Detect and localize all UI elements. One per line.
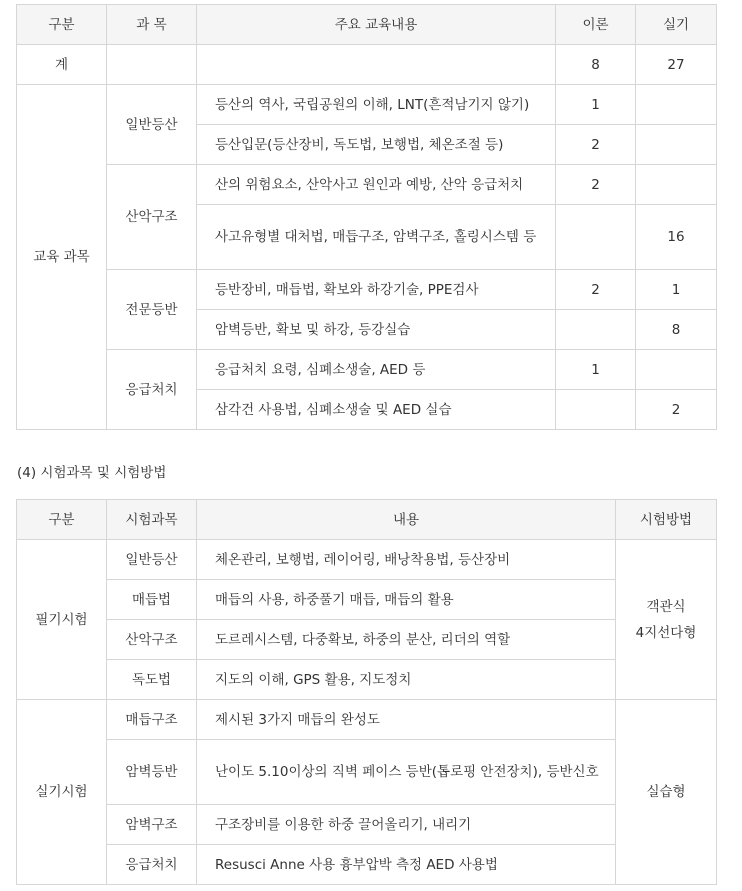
theory-cell: 1 — [556, 350, 636, 390]
table-row — [17, 805, 717, 845]
category-cell: 교육 과목 — [17, 85, 107, 430]
table-row — [17, 165, 717, 205]
subject-cell: 암벽구조 — [107, 805, 197, 845]
content-cell: 등산입문(등산장비, 독도법, 보행법, 체온조절 등) — [197, 125, 556, 165]
total-theory: 8 — [556, 45, 636, 85]
content-cell: 암벽등반, 확보 및 하강, 등강실습 — [197, 310, 556, 350]
practice-cell — [636, 85, 717, 125]
header-practice: 실기 — [636, 5, 717, 45]
theory-cell: 2 — [556, 270, 636, 310]
curriculum-header-row — [17, 5, 717, 45]
content-cell: 매듭의 사용, 하중풀기 매듭, 매듭의 활용 — [197, 580, 616, 620]
header-content: 주요 교육내용 — [197, 5, 556, 45]
subject-cell: 산악구조 — [107, 620, 197, 660]
table-row — [17, 660, 717, 700]
practice-cell — [636, 350, 717, 390]
practice-cell: 2 — [636, 390, 717, 430]
total-row — [17, 45, 717, 85]
method-line: 4지선다형 — [635, 624, 697, 641]
subject-cell: 산악구조 — [107, 165, 197, 270]
exam-table — [16, 499, 717, 885]
practical-exam-method: 실습형 — [616, 700, 717, 885]
header-content: 내용 — [197, 500, 616, 540]
subject-cell: 매듭구조 — [107, 700, 197, 740]
table-row — [17, 540, 717, 580]
content-cell: 체온관리, 보행법, 레이어링, 배낭착용법, 등산장비 — [197, 540, 616, 580]
subject-cell: 매듭법 — [107, 580, 197, 620]
theory-cell — [556, 205, 636, 270]
practice-cell: 8 — [636, 310, 717, 350]
header-exam-subject: 시험과목 — [107, 500, 197, 540]
curriculum-table — [16, 4, 717, 430]
table-row — [17, 845, 717, 885]
subject-cell: 일반등산 — [107, 540, 197, 580]
header-category: 구분 — [17, 500, 107, 540]
table-row — [17, 85, 717, 125]
exam-section-title: (4) 시험과목 및 시험방법 — [17, 465, 167, 481]
theory-cell: 1 — [556, 85, 636, 125]
header-subject: 과 목 — [107, 5, 197, 45]
subject-cell: 일반등산 — [107, 85, 197, 165]
content-cell: 삼각건 사용법, 심폐소생술 및 AED 실습 — [197, 390, 556, 430]
content-cell: 사고유형별 대처법, 매듭구조, 암벽구조, 홀링시스템 등 — [197, 205, 556, 270]
content-cell: 등산의 역사, 국립공원의 이해, LNT(흔적남기지 않기) — [197, 85, 556, 125]
practice-cell: 16 — [636, 205, 717, 270]
table-row — [17, 270, 717, 310]
total-practice: 27 — [636, 45, 717, 85]
total-label: 계 — [17, 45, 107, 85]
table-row — [17, 350, 717, 390]
subject-cell: 응급처치 — [107, 350, 197, 430]
theory-cell: 2 — [556, 165, 636, 205]
written-exam-label: 필기시험 — [17, 540, 107, 700]
header-exam-method: 시험방법 — [616, 500, 717, 540]
subject-cell: 전문등반 — [107, 270, 197, 350]
content-cell: 산의 위험요소, 산악사고 원인과 예방, 산악 응급처치 — [197, 165, 556, 205]
subject-cell: 응급처치 — [107, 845, 197, 885]
content-cell: 지도의 이해, GPS 활용, 지도정치 — [197, 660, 616, 700]
table-row — [17, 580, 717, 620]
practice-cell — [636, 165, 717, 205]
total-content-empty — [197, 45, 556, 85]
subject-cell: 독도법 — [107, 660, 197, 700]
theory-cell: 2 — [556, 125, 636, 165]
practical-exam-label: 실기시험 — [17, 700, 107, 885]
total-subject-empty — [107, 45, 197, 85]
content-cell: 제시된 3가지 매듭의 완성도 — [197, 700, 616, 740]
header-category: 구분 — [17, 5, 107, 45]
subject-cell: 암벽등반 — [107, 740, 197, 805]
content-cell: 등반장비, 매듭법, 확보와 하강기술, PPE검사 — [197, 270, 556, 310]
table-row — [17, 700, 717, 740]
table-row — [17, 620, 717, 660]
exam-header-row — [17, 500, 717, 540]
theory-cell — [556, 310, 636, 350]
method-line: 객관식 — [646, 598, 686, 615]
table-row — [17, 740, 717, 805]
header-theory: 이론 — [556, 5, 636, 45]
content-cell: 응급처치 요령, 심폐소생술, AED 등 — [197, 350, 556, 390]
content-cell: 구조장비를 이용한 하중 끌어올리기, 내리기 — [197, 805, 616, 845]
content-cell: 난이도 5.10이상의 직벽 페이스 등반(톱로핑 안전장치), 등반신호 — [197, 740, 616, 805]
practice-cell: 1 — [636, 270, 717, 310]
content-cell: 도르레시스템, 다중확보, 하중의 분산, 리더의 역할 — [197, 620, 616, 660]
written-exam-method — [616, 540, 717, 700]
practice-cell — [636, 125, 717, 165]
content-cell: Resusci Anne 사용 흉부압박 측정 AED 사용법 — [197, 845, 616, 885]
theory-cell — [556, 390, 636, 430]
